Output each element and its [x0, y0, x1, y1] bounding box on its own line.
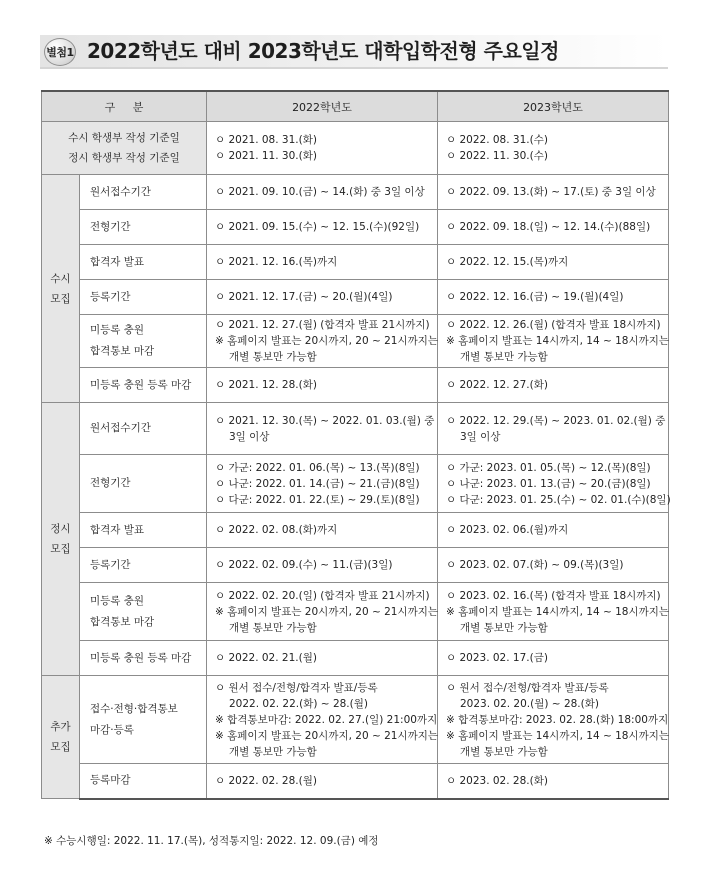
value-2022-cell [207, 315, 438, 368]
value-line: ㅇ 2021. 12. 30.(목) ~ 2022. 01. 03.(월) 중 [215, 414, 435, 427]
value-line: ㅇ 2022. 09. 13.(화) ~ 17.(토) 중 3일 이상 [446, 186, 656, 198]
item-label: 등록기간 [90, 558, 131, 571]
item-label: 합격자 발표 [90, 523, 145, 536]
value-line: ㅇ 2022. 02. 09.(수) ~ 11.(금)(3일) [215, 559, 393, 571]
value-line: ※ 합격통보마감: 2022. 02. 27.(일) 21:00까지 [215, 713, 438, 726]
value-line: ㅇ 가군: 2022. 01. 06.(목) ~ 13.(목)(8일) [215, 461, 420, 474]
value-line: ㅇ 2023. 02. 16.(목) (합격자 발표 18시까지) [446, 589, 661, 602]
value-2022-cell [207, 245, 438, 280]
value-line: 3일 이상 [229, 430, 270, 443]
group-name-line: 정시 [50, 523, 71, 535]
item-label: 미등록 충원 [90, 594, 145, 607]
value-line: ㅇ 2021. 12. 27.(월) (합격자 발표 21시까지) [215, 319, 430, 331]
basis-date-row [42, 122, 669, 175]
table-row [42, 175, 669, 210]
value-2022-cell [207, 280, 438, 315]
item-label-cell [80, 513, 207, 548]
value-2023-cell [438, 583, 669, 641]
value-line: ㅇ 가군: 2023. 01. 05.(목) ~ 12.(목)(8일) [446, 461, 651, 474]
group-name-line: 모집 [50, 741, 71, 753]
value-line: ㅇ 2022. 12. 16.(금) ~ 19.(월)(4일) [446, 291, 624, 303]
item-label-cell [80, 210, 207, 245]
value-line: 개별 통보만 가능함 [460, 351, 548, 363]
item-label-cell [80, 455, 207, 513]
item-label-cell [80, 245, 207, 280]
value-line: ㅇ 나군: 2023. 01. 13.(금) ~ 20.(금)(8일) [446, 477, 651, 490]
group-name-line: 수시 [50, 272, 71, 285]
item-label: 원서접수기간 [90, 185, 151, 198]
value-2022-cell [207, 513, 438, 548]
value-line: ㅇ 2022. 02. 28.(월) [215, 774, 317, 787]
basis-2022 [207, 122, 438, 175]
value-2023-cell [438, 315, 669, 368]
value-line: ㅇ 2022. 09. 18.(일) ~ 12. 14.(수)(88일) [446, 221, 651, 233]
item-label: 마감·등록 [90, 723, 134, 736]
table-row [42, 368, 669, 403]
item-label: 등록기간 [90, 290, 131, 303]
item-label: 전형기간 [90, 477, 131, 489]
value-line: 개별 통보만 가능함 [229, 621, 317, 634]
value-line: ㅇ 2023. 02. 06.(월)까지 [446, 524, 569, 536]
value-line: ㅇ 2022. 12. 27.(화) [446, 379, 548, 391]
value-2022-cell [207, 210, 438, 245]
item-label: 합격통보 마감 [90, 615, 155, 628]
table-row [42, 583, 669, 641]
item-label-cell [80, 548, 207, 583]
table-row [42, 513, 669, 548]
basis-2023-line: ㅇ 2022. 08. 31.(수) [446, 134, 548, 146]
table-row [42, 548, 669, 583]
item-label-cell [80, 641, 207, 676]
item-label-cell [80, 764, 207, 799]
value-2023-cell [438, 455, 669, 513]
item-label: 미등록 충원 [90, 324, 145, 336]
header-2022: 2022학년도 [207, 91, 438, 122]
value-line: ㅇ 2022. 12. 29.(목) ~ 2023. 01. 02.(월) 중 [446, 414, 666, 427]
value-2023-cell [438, 513, 669, 548]
item-label: 전형기간 [90, 220, 131, 233]
value-2022-cell [207, 676, 438, 764]
value-line: ㅇ 원서 접수/전형/합격자 발표/등록 [215, 681, 378, 694]
value-2022-cell [207, 548, 438, 583]
table-row [42, 280, 669, 315]
value-line: 개별 통보만 가능함 [229, 351, 317, 363]
basis-label-line: 정시 학생부 작성 기준일 [68, 152, 180, 164]
basis-2022-line: ㅇ 2021. 11. 30.(화) [215, 150, 317, 162]
table-row [42, 403, 669, 455]
value-2022-cell [207, 641, 438, 676]
value-2022-cell [207, 403, 438, 455]
group-name-line: 모집 [50, 543, 71, 555]
value-2023-cell [438, 641, 669, 676]
value-2022-cell [207, 583, 438, 641]
value-2023-cell [438, 368, 669, 403]
item-label: 합격자 발표 [90, 255, 145, 268]
table-row [42, 764, 669, 799]
value-line: ㅇ 2022. 02. 21.(월) [215, 652, 317, 664]
value-line: ㅇ 원서 접수/전형/합격자 발표/등록 [446, 681, 609, 694]
basis-2023-line: ㅇ 2022. 11. 30.(수) [446, 150, 548, 162]
value-2022-cell [207, 368, 438, 403]
value-2023-cell [438, 676, 669, 764]
value-line: 2023. 02. 20.(월) ~ 28.(화) [460, 697, 599, 710]
value-2023-cell [438, 245, 669, 280]
value-line: ㅇ 2021. 12. 17.(금) ~ 20.(월)(4일) [215, 291, 393, 303]
value-line: ㅇ 2021. 12. 16.(목)까지 [215, 256, 338, 268]
table-row [42, 641, 669, 676]
title-underline [40, 67, 668, 69]
group-name-cell [42, 403, 80, 676]
item-label: 미등록 충원 등록 마감 [90, 378, 192, 391]
value-line: ㅇ 2023. 02. 28.(화) [446, 774, 548, 787]
value-2022-cell [207, 455, 438, 513]
value-line: ㅇ 2023. 02. 17.(금) [446, 652, 548, 664]
value-line: ㅇ 2023. 02. 07.(화) ~ 09.(목)(3일) [446, 559, 624, 571]
header-category: 구 분 [42, 91, 207, 122]
value-2023-cell [438, 175, 669, 210]
item-label-cell [80, 583, 207, 641]
item-label-cell [80, 676, 207, 764]
page-title: 2022학년도 대비 2023학년도 대학입학전형 주요일정 [87, 39, 559, 63]
group-name-cell [42, 676, 80, 799]
value-line: 개별 통보만 가능함 [460, 621, 548, 634]
table-row [42, 455, 669, 513]
basis-2023 [438, 122, 669, 175]
value-2022-cell [207, 175, 438, 210]
value-line: ※ 홈페이지 발표는 14시까지, 14 ~ 18시까지는 [446, 335, 670, 347]
table-row [42, 210, 669, 245]
value-2023-cell [438, 764, 669, 799]
item-label-cell [80, 280, 207, 315]
value-line: ※ 홈페이지 발표는 20시까지, 20 ~ 21시까지는 [215, 729, 439, 742]
value-line: 3일 이상 [460, 430, 501, 443]
value-2022-cell [207, 764, 438, 799]
table-header-row [42, 91, 669, 122]
value-line: ㅇ 2021. 09. 10.(금) ~ 14.(화) 중 3일 이상 [215, 186, 425, 198]
value-line: 개별 통보만 가능함 [460, 745, 548, 758]
value-2023-cell [438, 548, 669, 583]
value-line: ※ 홈페이지 발표는 14시까지, 14 ~ 18시까지는 [446, 605, 670, 618]
group-name-line: 추가 [50, 721, 71, 733]
value-line: 개별 통보만 가능함 [229, 745, 317, 758]
basis-2022-line: ㅇ 2021. 08. 31.(화) [215, 134, 317, 146]
item-label-cell [80, 403, 207, 455]
value-line: ※ 홈페이지 발표는 20시까지, 20 ~ 21시까지는 [215, 605, 439, 618]
value-2023-cell [438, 403, 669, 455]
table-row [42, 315, 669, 368]
item-label-cell [80, 368, 207, 403]
value-line: ㅇ 2021. 09. 15.(수) ~ 12. 15.(수)(92일) [215, 221, 420, 233]
value-line: ㅇ 2022. 02. 08.(화)까지 [215, 524, 338, 536]
value-2023-cell [438, 280, 669, 315]
value-line: ※ 홈페이지 발표는 20시까지, 20 ~ 21시까지는 [215, 335, 439, 347]
header-2023: 2023학년도 [438, 91, 669, 122]
value-line: ㅇ 2022. 12. 15.(목)까지 [446, 256, 569, 268]
basis-date-label [42, 122, 207, 175]
item-label-cell [80, 315, 207, 368]
value-line: ※ 홈페이지 발표는 14시까지, 14 ~ 18시까지는 [446, 729, 670, 742]
group-name-cell [42, 175, 80, 403]
value-line: 2022. 02. 22.(화) ~ 28.(월) [229, 697, 368, 710]
table-row [42, 245, 669, 280]
item-label: 미등록 충원 등록 마감 [90, 651, 192, 664]
group-name-line: 모집 [50, 292, 71, 305]
value-line: ㅇ 2022. 12. 26.(월) (합격자 발표 18시까지) [446, 319, 661, 331]
value-2023-cell [438, 210, 669, 245]
table-row [42, 676, 669, 764]
value-line: ㅇ 나군: 2022. 01. 14.(금) ~ 21.(금)(8일) [215, 477, 420, 490]
item-label: 접수·전형·합격통보 [90, 702, 178, 715]
schedule-table [41, 90, 669, 800]
basis-label-line: 수시 학생부 작성 기준일 [68, 132, 180, 144]
item-label: 합격통보 마감 [90, 345, 155, 357]
value-line: ㅇ 2021. 12. 28.(화) [215, 379, 317, 391]
item-label: 등록마감 [90, 774, 131, 787]
attachment-badge: 별첨1 [44, 38, 76, 66]
item-label-cell [80, 175, 207, 210]
value-line: ※ 합격통보마감: 2023. 02. 28.(화) 18:00까지 [446, 713, 669, 726]
item-label: 원서접수기간 [90, 422, 151, 434]
value-line: ㅇ 다군: 2023. 01. 25.(수) ~ 02. 01.(수)(8일) [446, 493, 671, 506]
value-line: ㅇ 다군: 2022. 01. 22.(토) ~ 29.(토)(8일) [215, 493, 420, 506]
footnote: ※ 수능시행일: 2022. 11. 17.(목), 성적통지일: 2022. 12. 09.(금) 예정 [44, 835, 379, 847]
value-line: ㅇ 2022. 02. 20.(일) (합격자 발표 21시까지) [215, 589, 430, 602]
